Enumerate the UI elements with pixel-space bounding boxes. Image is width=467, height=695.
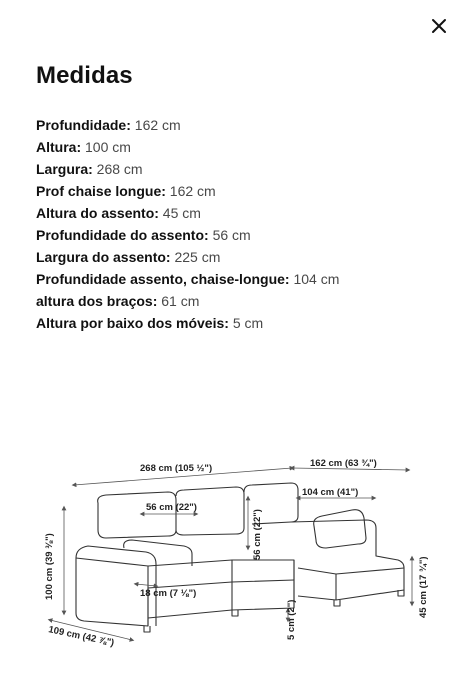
spec-value: 104 cm [289,271,340,287]
spec-value: 45 cm [158,205,201,221]
dim-chaise-seat-depth: 104 cm (41") [302,487,359,498]
dim-height: 100 cm (39 ⅜") [44,533,55,600]
spec-label: Altura: [36,139,82,155]
sofa-drawing [36,448,436,666]
spec-height [36,136,339,158]
spec-label: Altura por baixo dos móveis: [36,315,229,331]
spec-chaise-depth [36,180,339,202]
spec-label: Prof chaise longue: [36,183,166,199]
spec-under-clearance [36,312,339,334]
spec-value: 162 cm [165,183,216,199]
spec-label: Altura do assento: [36,205,159,221]
dim-depth: 109 cm (42 ⅞") [47,624,116,649]
modal-title: Medidas [36,62,133,89]
spec-arm-height [36,290,339,312]
dim-seat-depth: 56 cm (22") [146,502,197,513]
spec-label: altura dos braços: [36,293,158,309]
spec-seat-height [36,202,339,224]
spec-seat-depth [36,224,339,246]
close-icon [431,18,447,34]
measurements-list [36,114,339,334]
close-button[interactable] [425,12,453,40]
dimensions-diagram [36,448,436,666]
spec-value: 268 cm [92,161,143,177]
dim-chaise-depth: 162 cm (63 ¾") [310,458,377,469]
spec-label: Profundidade assento, chaise-longue: [36,271,290,287]
spec-value: 162 cm [130,117,181,133]
spec-value: 56 cm [208,227,251,243]
spec-chaise-seat-depth [36,268,339,290]
spec-value: 5 cm [228,315,264,331]
spec-value: 225 cm [170,249,221,265]
spec-label: Largura do assento: [36,249,171,265]
spec-depth [36,114,339,136]
spec-value: 100 cm [81,139,131,155]
dim-arm-width: 18 cm (7 ⅛") [140,588,197,599]
spec-width [36,158,339,180]
spec-value: 61 cm [157,293,200,309]
dim-under-clearance: 5 cm (2") [286,599,297,640]
dim-seat-height: 45 cm (17 ¾") [418,556,429,618]
dim-width: 268 cm (105 ½") [140,463,213,474]
spec-label: Largura: [36,161,93,177]
spec-label: Profundidade do assento: [36,227,209,243]
spec-seat-width [36,246,339,268]
dim-arm-height: 56 cm (22") [252,509,263,560]
spec-label: Profundidade: [36,117,131,133]
